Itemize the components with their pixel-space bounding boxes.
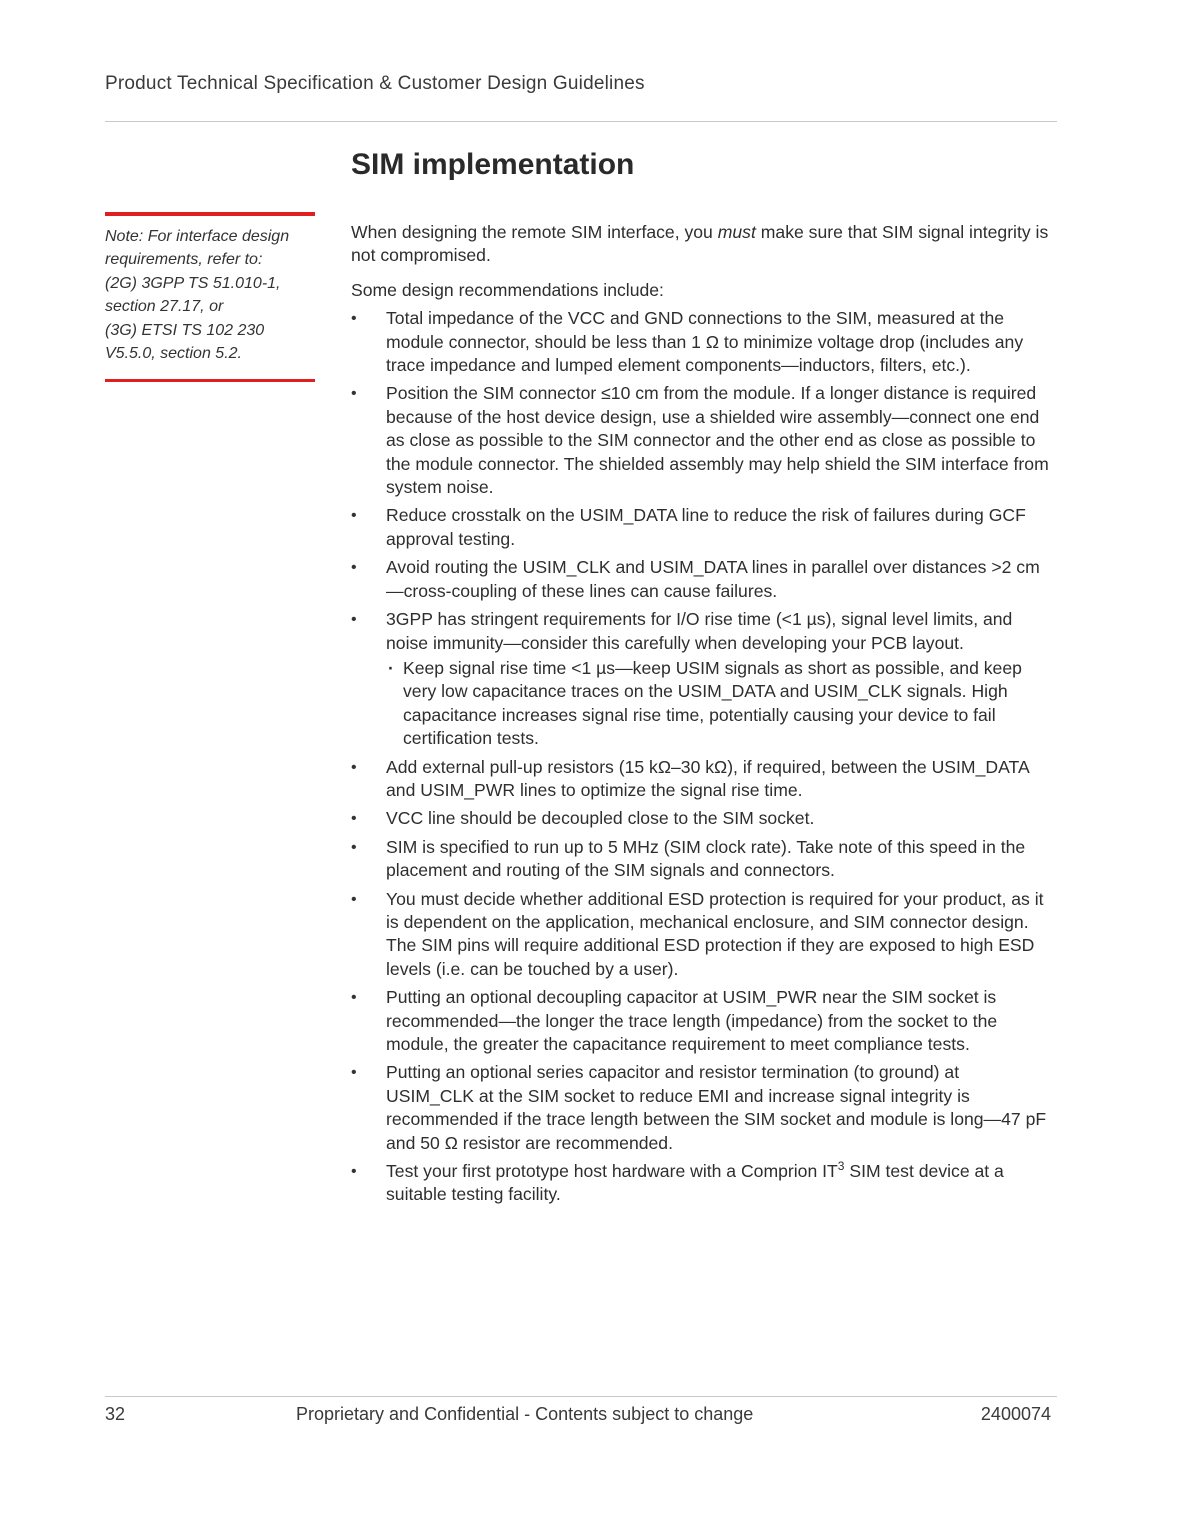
list-item: • Avoid routing the USIM_CLK and USIM_DATA lines in parallel over distances >2 cm—cross-coupling of these lines can cause failures.	[351, 556, 1051, 603]
side-note-line: Note: For interface design	[105, 228, 290, 245]
superscript: 3	[837, 1159, 845, 1174]
sub-list	[386, 657, 1051, 751]
intro-text-start: When designing the remote SIM interface, you	[351, 222, 718, 242]
list-item: • Reduce crosstalk on the USIM_DATA line to reduce the risk of failures during GCF approval testing.	[351, 504, 1051, 551]
list-item: • Total impedance of the VCC and GND connections to the SIM, measured at the module connector, should be less than 1 Ω to minimize voltage drop (includes any trace impedance and lumped element components—inductors, filters, etc.).	[351, 307, 1051, 377]
side-note	[105, 212, 315, 382]
list-item	[351, 608, 1051, 750]
list-item: • Add external pull-up resistors (15 kΩ–30 kΩ), if required, between the USIM_DATA and USIM_PWR lines to optimize the signal rise time.	[351, 756, 1051, 803]
list-item-text: 3GPP has stringent requirements for I/O rise time (<1 µs), signal level limits, and noise immunity—consider this carefully when developing your PCB layout.	[386, 609, 1013, 653]
list-item	[351, 1160, 1051, 1207]
confidentiality-notice: Proprietary and Confidential - Contents subject to change	[296, 1404, 754, 1424]
document-number: 2400074	[980, 1404, 1051, 1424]
side-note-line: (3G) ETSI TS 102 230	[105, 321, 265, 339]
list-item-text: SIM test device at a suitable testing facility.	[386, 1161, 1004, 1205]
side-note-line: requirements, refer to:	[105, 251, 263, 269]
list-item: • Position the SIM connector ≤10 cm from the module. If a longer distance is required because of the host device design, use a shielded wire assembly—connect one end as close as possible to the SIM connector and the other end as close as possible to the module connector. The shielded assembly may help shield the SIM interface from system noise.	[351, 382, 1051, 499]
footer-divider	[105, 1396, 1057, 1397]
intro-paragraph	[351, 221, 1051, 268]
recommendations-intro: Some design recommendations include:	[351, 279, 664, 300]
list-item: • SIM is specified to run up to 5 MHz (SIM clock rate). Take note of this speed in the placement and routing of the SIM signals and connectors.	[351, 836, 1051, 883]
intro-emphasis: must	[717, 222, 756, 242]
header-divider	[105, 121, 1057, 122]
body-text	[351, 221, 1051, 1212]
list-item-text: Test your first prototype host hardware with a Comprion IT	[386, 1161, 838, 1182]
side-note-line: section 27.17, or	[105, 298, 224, 316]
page-number: 32	[105, 1404, 126, 1424]
list-item: • VCC line should be decoupled close to the SIM socket.	[351, 807, 1051, 830]
intro-text-end: make sure that SIM signal integrity is not compromised.	[351, 222, 1049, 266]
recommendations-list	[351, 307, 1051, 1207]
list-item: • Putting an optional decoupling capacitor at USIM_PWR near the SIM socket is recommended—the longer the trace length (impedance) from the socket to the module, the greater the capacitance requirement to meet compliance tests.	[351, 986, 1051, 1056]
section-heading: SIM implementation	[351, 148, 635, 181]
list-item: • Putting an optional series capacitor and resistor termination (to ground) at USIM_CLK at the SIM socket to reduce EMI and increase signal integrity is recommended if the trace length between the SIM socket and module is long—47 pF and 50 Ω resistor are recommended.	[351, 1061, 1051, 1155]
running-header: Product Technical Specification & Customer Design Guidelines	[105, 73, 645, 94]
list-item: • You must decide whether additional ESD protection is required for your product, as it is dependent on the application, mechanical enclosure, and SIM connector design. The SIM pins will require additional ESD protection if they are exposed to high ESD levels (i.e. can be touched by a user).	[351, 888, 1051, 982]
side-note-line: V5.5.0, section 5.2.	[105, 345, 242, 363]
sub-list-item: · Keep signal rise time <1 µs—keep USIM signals as short as possible, and keep very low capacitance traces on the USIM_DATA and USIM_CLK signals. High capacitance increases signal rise time, potentially causing your device to fail certification tests.	[386, 657, 1051, 751]
side-note-line: (2G) 3GPP TS 51.010-1,	[105, 274, 281, 292]
